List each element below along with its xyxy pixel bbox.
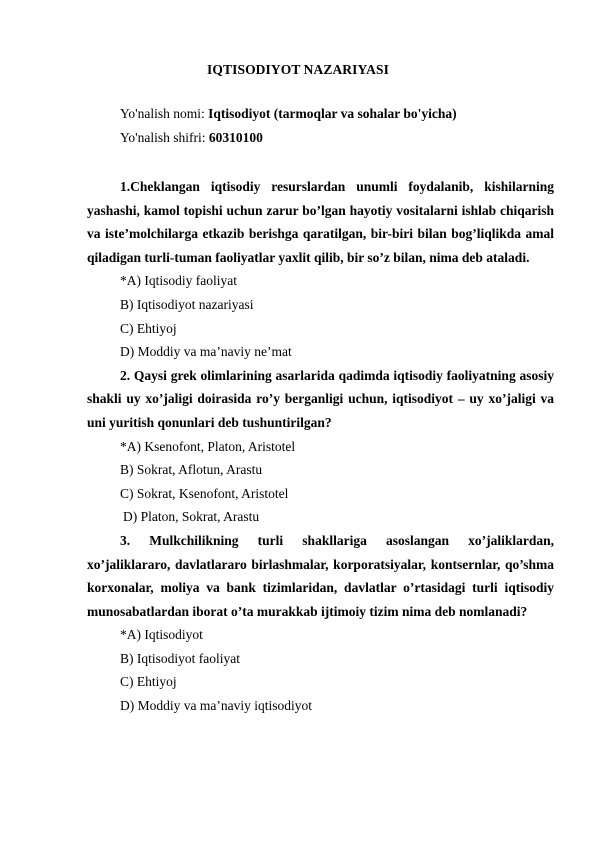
direction-name-value: Iqtisodiyot (tarmoqlar va sohalar bo'yicha) xyxy=(208,106,457,121)
question-2-text: 2. Qaysi grek olimlarining asarlarida qadimda iqtisodiy faoliyatning asosiy shakli uy xo’jaligi doirasida ro’y berganligi uchun, iqtisodiyot – uy xo’jaligi va uni yuritish qonunlari deb tushuntirilgan? xyxy=(87,367,554,430)
question-1-text: 1.Cheklangan iqtisodiy resurslardan unumli foydalanib, kishilarning yashashi, kamol topishi uchun zarur bo’lgan hayotiy vositalarni ishlab chiqarish va iste’molchilarga etkazib berishga qaratilgan, bir-biri bilan bog’liqlikda amal qiladigan turli-tuman faoliyatlar yaxlit qilib, bir so’z bilan, nima deb ataladi. xyxy=(87,179,554,265)
questions-list xyxy=(87,175,554,718)
question-1-option-b: B) Iqtisodiyot nazariyasi xyxy=(120,296,254,312)
direction-name-label: Yo'nalish nomi: xyxy=(120,106,209,121)
question-3-option-d: D) Moddiy va ma’naviy iqtisodiyot xyxy=(120,698,312,714)
question-2-option-c: C) Sokrat, Ksenofont, Aristotel xyxy=(120,485,289,501)
question-3-option-b: B) Iqtisodiyot faoliyat xyxy=(120,650,240,666)
question-2-option-a: *A) Ksenofont, Platon, Aristotel xyxy=(120,438,296,454)
direction-name xyxy=(120,106,457,122)
question-2-option-d: D) Platon, Sokrat, Arastu xyxy=(123,509,260,525)
page-title: IQTISODIYOT NAZARIYASI xyxy=(207,62,389,77)
question-3-option-c: C) Ehtiyoj xyxy=(120,674,177,690)
direction-code-label: Yo'nalish shifri: xyxy=(120,130,209,145)
question-1-option-c: C) Ehtiyoj xyxy=(120,320,177,336)
question-1-option-a: *A) Iqtisodiy faoliyat xyxy=(120,273,237,289)
direction-code xyxy=(120,130,263,146)
question-2-option-b: B) Sokrat, Aflotun, Arastu xyxy=(120,462,263,478)
question-3-option-a: *A) Iqtisodiyot xyxy=(120,627,203,643)
direction-code-value: 60310100 xyxy=(208,130,263,145)
question-1-option-d: D) Moddiy va ma’naviy ne’mat xyxy=(120,344,292,360)
question-3-text: 3. Mulkchilikning turli shakllariga asoslangan xo’jaliklardan, xo’jaliklararo, davlatlararo birlashmalar, korporatsiyalar, kontsernlar, qo’shma korxonalar, moliya va bank tizimlaridan, davlatlar o’rtasidagi turli iqtisodiy munosabatlardan iborat o’ta murakkab ijtimoiy tizim nima deb nomlanadi? xyxy=(87,532,554,619)
